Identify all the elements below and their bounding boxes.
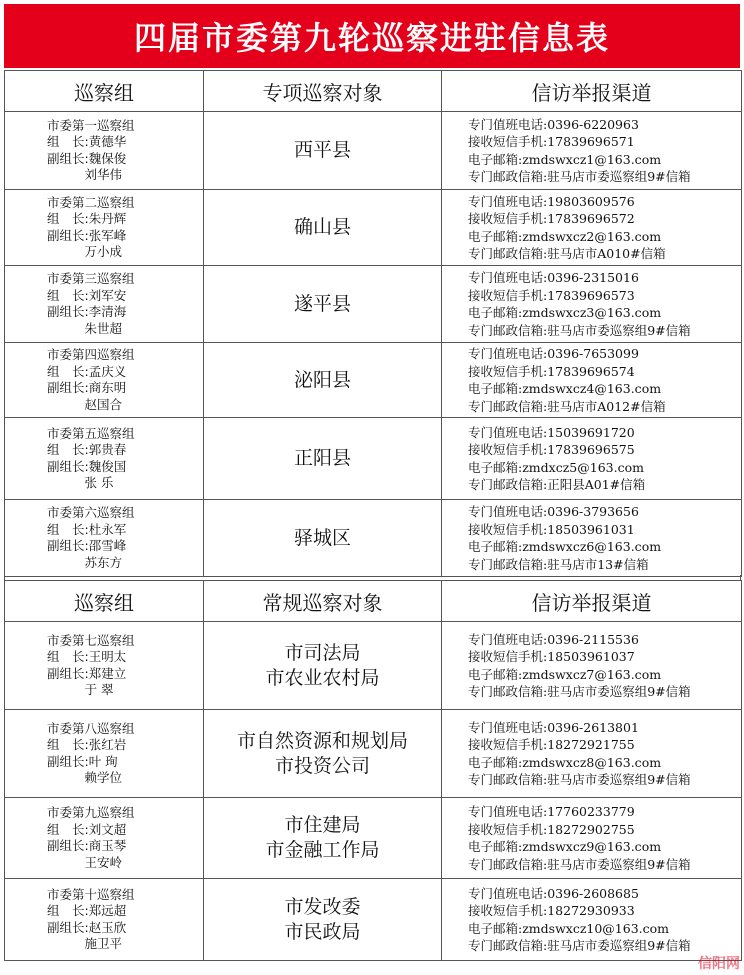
inspection-target-cell — [204, 879, 442, 961]
contact-line: 接收短信手机:17839696572 — [468, 211, 635, 226]
inspection-group-cell — [5, 266, 204, 343]
table-row — [5, 112, 742, 190]
report-channel-cell — [442, 343, 742, 418]
inspection-group-cell — [5, 710, 204, 798]
contact-line: 接收短信手机:18503961031 — [468, 521, 635, 537]
contact-line: 电子邮箱:zmdswxcz8@163.com — [468, 754, 662, 770]
contact-line: 专门值班电话:19803609576 — [468, 193, 635, 209]
inspection-group-cell — [5, 622, 204, 710]
group-line: 市委第九巡察组 — [47, 805, 135, 820]
report-channel-cell — [442, 500, 742, 577]
table-row — [5, 266, 742, 343]
header-channel: 信访举报渠道 — [442, 71, 742, 112]
group-line: 于 翠 — [47, 682, 114, 697]
header-target: 专项巡察对象 — [204, 71, 442, 112]
contact-line: 电子邮箱:zmdxcz5@163.com — [468, 459, 644, 475]
inspection-target-cell — [204, 343, 442, 418]
group-line: 副组长:张军峰 — [47, 227, 127, 243]
report-channel-cell — [442, 710, 742, 798]
contact-line: 接收短信手机:18272921755 — [468, 737, 635, 752]
inspection-group-cell — [5, 418, 204, 500]
contact-line: 电子邮箱:zmdswxcz2@163.com — [468, 228, 662, 244]
group-line: 副组长:魏保俊 — [47, 150, 127, 166]
contact-line: 专门值班电话:0396-2315016 — [468, 270, 639, 285]
group-line: 副组长:郑建立 — [47, 665, 127, 681]
inspection-target-cell — [204, 622, 442, 710]
contact-line: 专门值班电话:0396-2115536 — [468, 631, 639, 647]
group-line: 王安岭 — [47, 854, 123, 870]
contact-line: 电子邮箱:zmdswxcz3@163.com — [468, 305, 662, 320]
group-line: 朱世超 — [47, 320, 123, 336]
group-line: 万小成 — [47, 244, 123, 259]
contact-line: 专门邮政信箱:驻马店市委巡察组9#信箱 — [468, 938, 691, 953]
group-line: 副组长:赵玉欣 — [47, 919, 127, 935]
inspection-group-cell — [5, 190, 204, 266]
group-line: 市委第八巡察组 — [47, 720, 135, 736]
contact-line: 接收短信手机:18503961037 — [468, 649, 635, 664]
inspection-group-cell — [5, 500, 204, 577]
table-row — [5, 418, 742, 500]
group-line: 组 长:张红岩 — [47, 737, 127, 752]
contact-line: 电子邮箱:zmdswxcz1@163.com — [468, 151, 662, 167]
contact-line: 专门值班电话:0396-2608685 — [468, 885, 639, 901]
group-line: 副组长:邵雪峰 — [47, 538, 127, 553]
group-line: 市委第二巡察组 — [47, 194, 135, 210]
inspection-target-cell — [204, 112, 442, 190]
target-name: 市司法局 — [284, 641, 361, 664]
group-line: 张 乐 — [47, 475, 114, 490]
contact-line: 专门邮政信箱:驻马店市委巡察组9#信箱 — [468, 322, 691, 338]
target-name: 遂平县 — [293, 292, 351, 315]
contact-line: 电子邮箱:zmdswxcz4@163.com — [468, 381, 662, 396]
group-line: 市委第七巡察组 — [47, 632, 135, 648]
contact-line: 专门值班电话:15039691720 — [468, 424, 635, 440]
report-channel-cell — [442, 879, 742, 961]
contact-line: 接收短信手机:18272902755 — [468, 821, 635, 837]
group-line: 组 长:朱丹辉 — [47, 211, 127, 226]
contact-line: 接收短信手机:17839696574 — [468, 363, 635, 379]
group-line: 市委第五巡察组 — [47, 425, 135, 441]
contact-line: 专门值班电话:17760233779 — [468, 804, 635, 819]
contact-line: 专门邮政信箱:驻马店市A010#信箱 — [468, 246, 666, 261]
contact-line: 专门邮政信箱:驻马店市委巡察组9#信箱 — [468, 772, 691, 787]
contact-line: 接收短信手机:17839696573 — [468, 287, 635, 303]
group-line: 市委第十巡察组 — [47, 886, 135, 902]
group-line: 副组长:李清海 — [47, 304, 127, 319]
target-name: 市发改委 — [284, 895, 361, 918]
inspection-group-cell — [5, 798, 204, 879]
target-name: 市民政局 — [284, 920, 361, 943]
contact-line: 电子邮箱:zmdswxcz7@163.com — [468, 666, 662, 682]
target-name: 西平县 — [293, 139, 351, 161]
target-name: 确山县 — [293, 216, 351, 238]
target-name: 市住建局 — [284, 814, 361, 836]
group-line: 组 长:刘军安 — [47, 287, 127, 303]
header-group: 巡察组 — [5, 581, 204, 622]
inspection-target-cell — [204, 266, 442, 343]
contact-line: 专门值班电话:0396-7653099 — [468, 346, 639, 361]
target-name: 泌阳县 — [293, 368, 351, 391]
inspection-target-cell — [204, 710, 442, 798]
regular-inspection-table — [4, 580, 742, 961]
inspection-group-cell — [5, 343, 204, 418]
target-name: 正阳县 — [293, 447, 351, 469]
inspection-target-cell — [204, 500, 442, 577]
target-name: 市自然资源和规划局 — [236, 729, 408, 752]
group-line: 组 长:黄德华 — [47, 134, 127, 149]
target-name: 市农业农村局 — [265, 666, 380, 689]
inspection-target-cell — [204, 798, 442, 879]
contact-line: 接收短信手机:17839696571 — [468, 134, 635, 149]
contact-line: 专门值班电话:0396-3793656 — [468, 504, 639, 519]
group-line: 组 长:郭贵春 — [47, 442, 127, 457]
group-line: 副组长:商玉琴 — [47, 838, 127, 853]
page-title: 四届市委第九轮巡察进驻信息表 — [4, 4, 740, 68]
special-inspection-table — [4, 70, 742, 577]
table-row — [5, 710, 742, 798]
group-line: 苏东方 — [47, 554, 123, 570]
report-channel-cell — [442, 112, 742, 190]
contact-line: 专门邮政信箱:驻马店市A012#信箱 — [468, 398, 666, 414]
group-line: 副组长:叶 珣 — [47, 753, 118, 769]
inspection-group-cell — [5, 112, 204, 190]
group-line: 副组长:魏俊国 — [47, 458, 127, 474]
contact-line: 专门邮政信箱:驻马店市委巡察组9#信箱 — [468, 684, 691, 699]
table-row — [5, 879, 742, 961]
table-row — [5, 798, 742, 879]
group-line: 施卫平 — [47, 936, 123, 951]
inspection-target-cell — [204, 190, 442, 266]
contact-line: 电子邮箱:zmdswxcz10@163.com — [468, 920, 670, 936]
contact-line: 电子邮箱:zmdswxcz6@163.com — [468, 539, 662, 554]
group-line: 市委第三巡察组 — [47, 271, 135, 286]
contact-line: 专门值班电话:0396-2613801 — [468, 719, 639, 735]
table-row — [5, 190, 742, 266]
contact-line: 接收短信手机:17839696575 — [468, 442, 635, 457]
group-line: 组 长:郑远超 — [47, 903, 127, 918]
contact-line: 专门值班电话:0396-6220963 — [468, 116, 639, 132]
table-row — [5, 343, 742, 418]
group-line: 市委第四巡察组 — [47, 347, 135, 362]
table-row — [5, 622, 742, 710]
group-line: 赖学位 — [47, 770, 123, 785]
group-line: 赵国合 — [47, 396, 123, 412]
group-line: 市委第一巡察组 — [47, 117, 135, 133]
group-line: 组 长:王明太 — [47, 649, 127, 664]
header-channel: 信访举报渠道 — [442, 581, 742, 622]
report-channel-cell — [442, 798, 742, 879]
group-line: 副组长:商东明 — [47, 380, 127, 395]
group-line: 组 长:刘文超 — [47, 821, 127, 837]
group-line: 组 长:杜永军 — [47, 521, 127, 537]
header-target: 常规巡察对象 — [204, 581, 442, 622]
header-group: 巡察组 — [5, 71, 204, 112]
report-channel-cell — [442, 190, 742, 266]
report-channel-cell — [442, 622, 742, 710]
contact-line: 接收短信手机:18272930933 — [468, 903, 635, 918]
table-header-row — [5, 581, 742, 622]
target-name: 驿城区 — [293, 526, 351, 549]
group-line: 市委第六巡察组 — [47, 505, 135, 520]
contact-line: 专门邮政信箱:正阳县A01#信箱 — [468, 477, 646, 492]
watermark: 信阳网 — [698, 956, 740, 972]
contact-line: 专门邮政信箱:驻马店市委巡察组9#信箱 — [468, 856, 691, 872]
inspection-target-cell — [204, 418, 442, 500]
target-name: 市投资公司 — [274, 754, 370, 777]
table-header-row — [5, 71, 742, 112]
group-line: 刘华伟 — [47, 167, 123, 182]
report-channel-cell — [442, 418, 742, 500]
contact-line: 电子邮箱:zmdswxcz9@163.com — [468, 839, 662, 854]
table-row — [5, 500, 742, 577]
report-channel-cell — [442, 266, 742, 343]
contact-line: 专门邮政信箱:驻马店市13#信箱 — [468, 556, 649, 572]
group-line: 组 长:孟庆义 — [47, 363, 127, 379]
target-name: 市金融工作局 — [265, 839, 380, 861]
contact-line: 专门邮政信箱:驻马店市委巡察组9#信箱 — [468, 169, 691, 184]
inspection-group-cell — [5, 879, 204, 961]
